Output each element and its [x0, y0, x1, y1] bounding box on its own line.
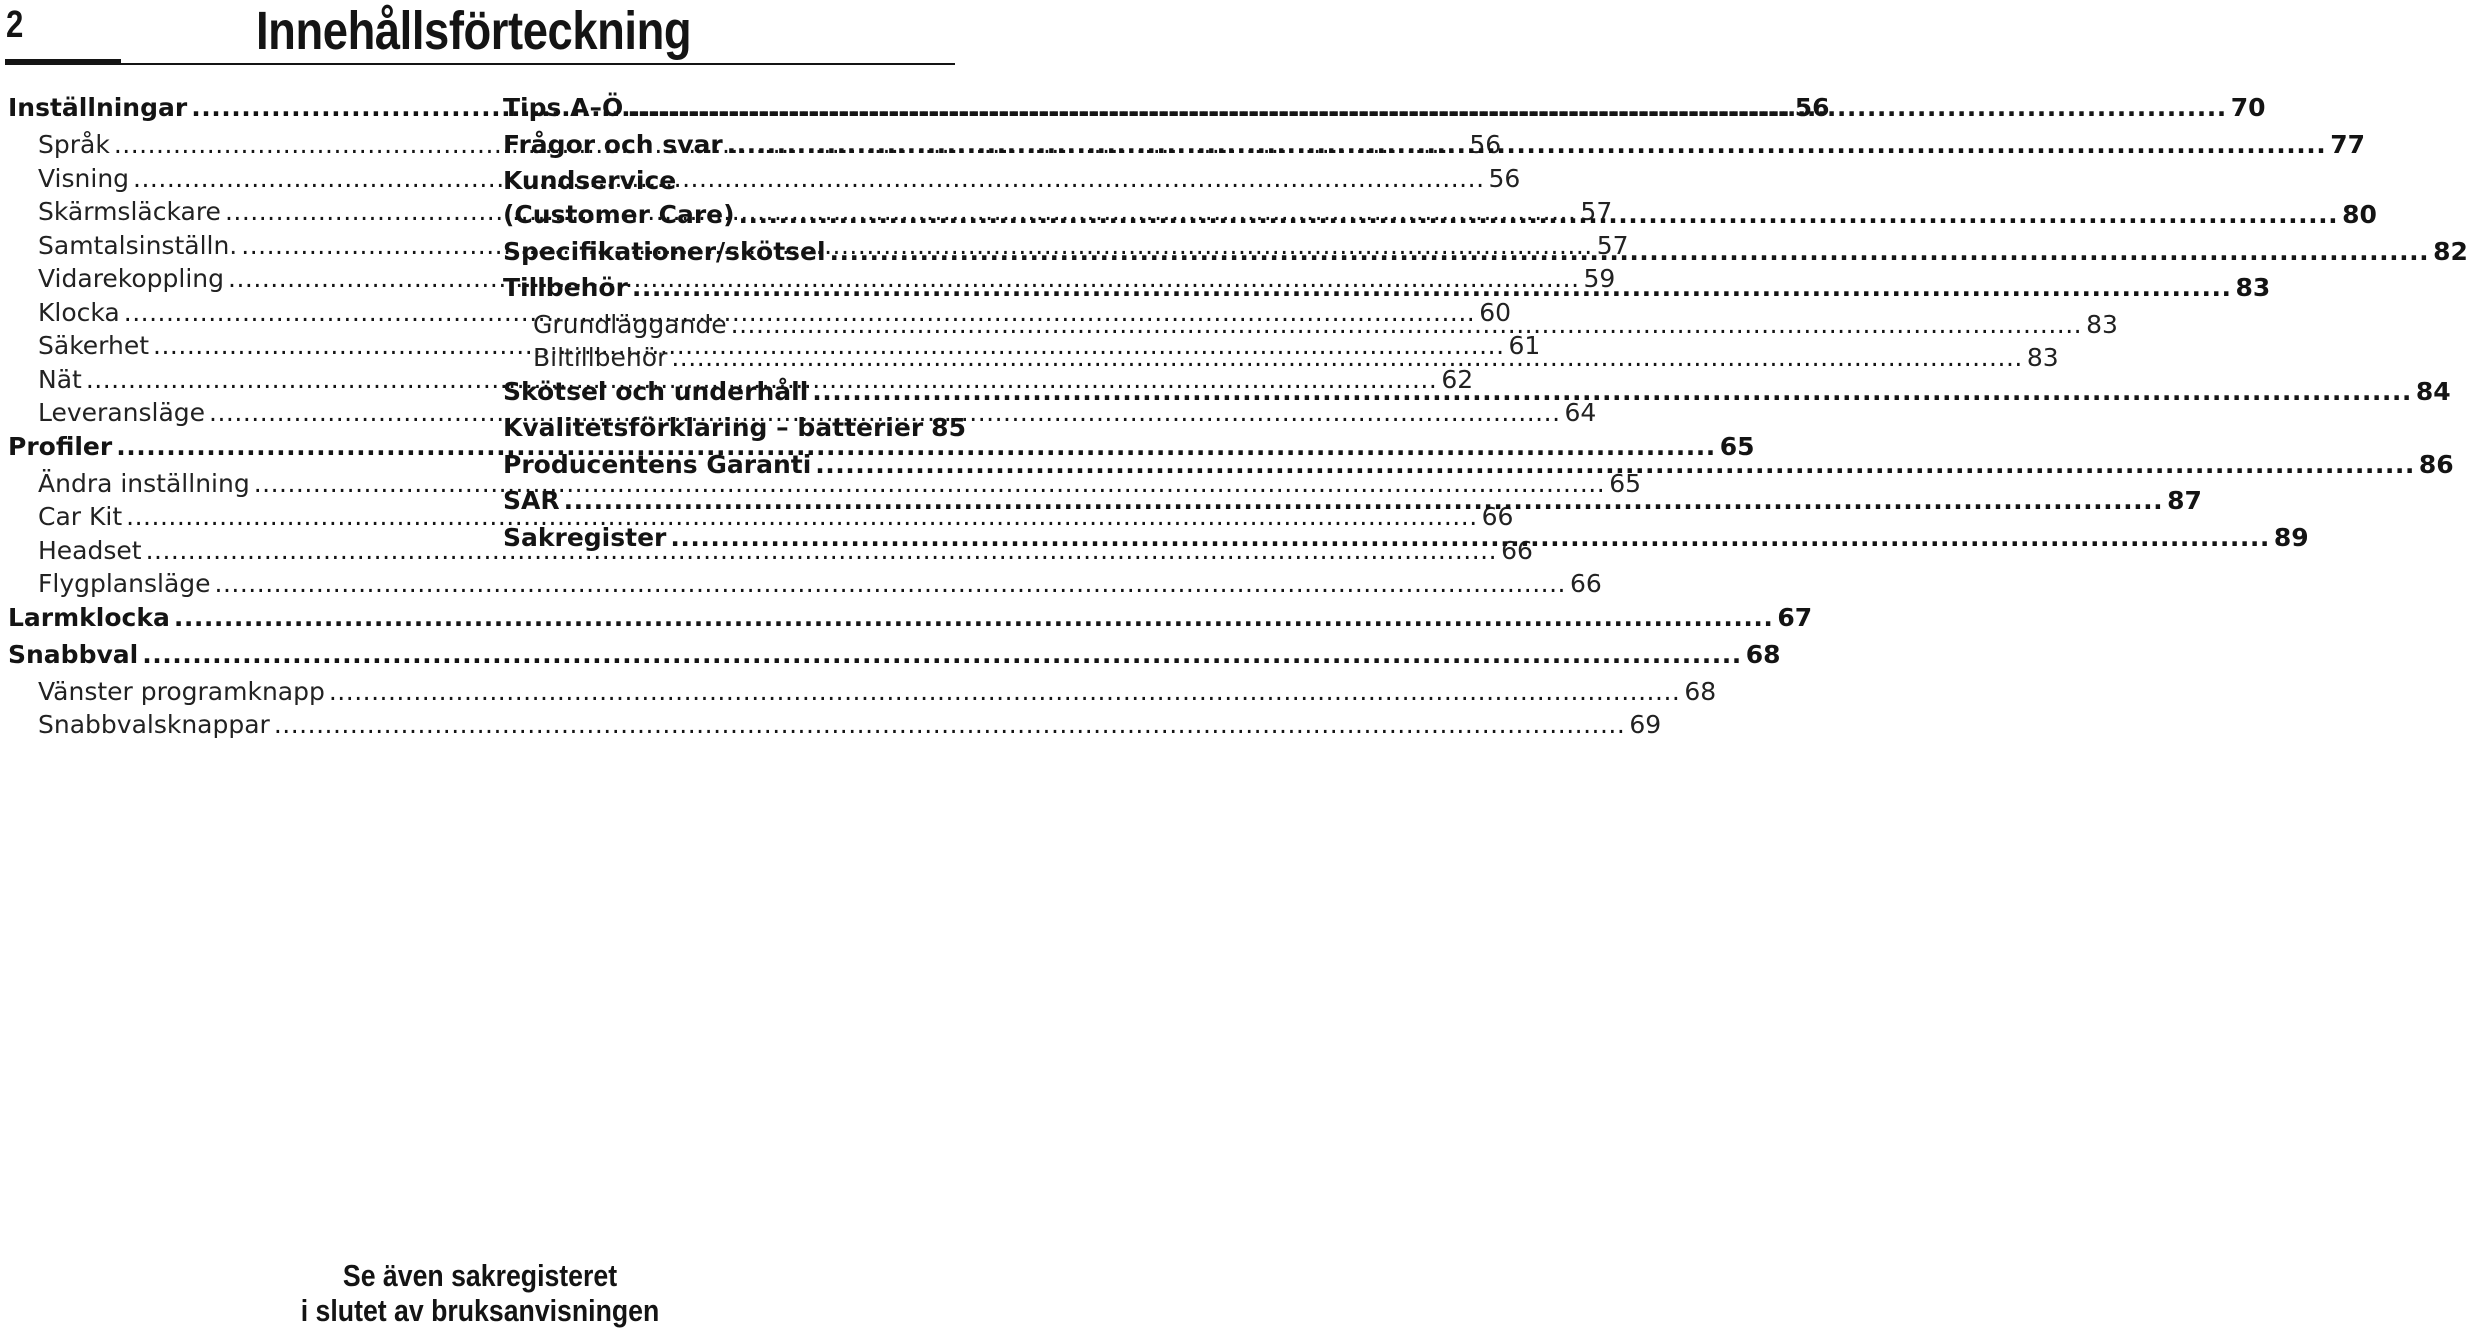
dot-leader — [564, 486, 2164, 515]
toc-entry-page: 83 — [2086, 309, 2118, 339]
toc-entry-label: Klocka — [38, 297, 120, 327]
toc-entry-page: 67 — [1777, 602, 1813, 632]
toc-entry[interactable] — [8, 639, 1781, 677]
toc-entry-label: Tillbehör — [503, 273, 628, 302]
toc-entry[interactable] — [8, 569, 1602, 603]
footer-line-2: i slutet av bruksanvisningen — [300, 1293, 660, 1328]
footer-note — [0, 1258, 960, 1328]
toc-entry-label: Sakregister — [503, 522, 667, 552]
toc-entry-label: Producentens Garanti — [503, 449, 812, 479]
toc-entry-label: Car Kit — [38, 502, 123, 531]
toc-entry-page: 80 — [2342, 200, 2377, 229]
toc-entry-page: 66 — [1501, 535, 1533, 565]
dot-leader — [815, 450, 2415, 479]
dot-leader — [739, 200, 2339, 229]
toc-entry-label: Flygplansläge — [38, 569, 211, 598]
toc-entry-label: Kvalitetsförklaring – batterier — [503, 413, 924, 442]
dot-leader — [142, 640, 1742, 669]
toc-entry-label: Tips A–Ö — [503, 93, 624, 122]
toc-entry-page: 82 — [2433, 236, 2468, 266]
toc-entry-label: Biltillbehör — [533, 343, 668, 372]
dot-leader — [727, 130, 2327, 159]
toc-entry-label: Språk — [38, 130, 110, 159]
dot-leader — [812, 377, 2412, 406]
dot-leader — [830, 237, 2430, 266]
toc-entry-page: 66 — [1481, 502, 1514, 531]
toc-entry-page: 56 — [1794, 93, 1830, 122]
toc-entry-label: Snabbval — [8, 639, 139, 669]
toc-entry[interactable] — [8, 602, 1813, 640]
toc-entry-label: Grundläggande — [533, 309, 727, 339]
dot-leader — [671, 343, 2022, 372]
toc-entry-label: Larmklocka — [8, 602, 170, 632]
toc-entry-page: 61 — [1508, 331, 1541, 360]
dot-leader — [627, 93, 2227, 122]
toc-entry-page: 65 — [1609, 468, 1641, 498]
toc-entry-label: Nät — [38, 364, 82, 394]
page-title: Innehållsförteckning — [256, 1, 692, 61]
toc-entry-page: 83 — [2235, 273, 2271, 302]
toc-entry-label: Visning — [38, 163, 130, 193]
toc-entry-label-continued: (Customer Care) — [503, 200, 735, 229]
header-rule — [5, 63, 955, 65]
toc-entry-label: Inställningar — [8, 93, 188, 122]
toc-entry-page: 85 — [931, 413, 966, 442]
toc-entry-page: 66 — [1570, 569, 1602, 598]
toc-entry-label: Skärmsläckare — [38, 197, 221, 226]
toc-entry-label: Leveransläge — [38, 398, 206, 427]
toc-entry-label: SAR — [503, 486, 560, 515]
toc-entry-label: Ändra inställning — [38, 468, 250, 498]
toc-entry-battery[interactable] — [503, 413, 966, 450]
toc-entry-page: 87 — [2167, 486, 2202, 515]
toc-entry-page: 65 — [1719, 431, 1755, 461]
toc-entry[interactable] — [8, 676, 1717, 711]
toc-entry-page: 84 — [2415, 376, 2451, 406]
toc-entry-label: Specifikationer/skötsel — [503, 236, 826, 266]
toc-entry-page: 64 — [1564, 398, 1597, 427]
toc-entry-label: Headset — [38, 535, 142, 565]
toc-entry-page: 57 — [1580, 197, 1613, 226]
dot-leader — [174, 603, 1774, 632]
dot-leader — [632, 273, 2232, 302]
dot-leader — [215, 569, 1566, 598]
toc-entry-page: 59 — [1583, 264, 1616, 293]
toc-entry-page: 60 — [1479, 297, 1512, 327]
toc-entry-page: 68 — [1684, 676, 1717, 706]
toc-entry-label: Frågor och svar — [503, 129, 723, 159]
toc-entry[interactable] — [8, 710, 1662, 744]
toc-entry-page: 77 — [2330, 129, 2365, 159]
toc-entry-page: 70 — [2230, 93, 2266, 122]
toc-entry-page: 68 — [1745, 639, 1781, 669]
toc-entry-page: 62 — [1441, 364, 1474, 394]
toc-entry-label: Vidarekoppling — [38, 264, 225, 293]
page-number: 2 — [6, 4, 24, 46]
dot-leader — [670, 523, 2270, 552]
toc-entry-label: Säkerhet — [38, 331, 150, 360]
toc-entry-page: 86 — [2418, 449, 2454, 479]
toc-entry[interactable] — [8, 502, 1514, 536]
toc-entry-label: Samtalsinställn. — [38, 230, 238, 260]
dot-leader — [731, 310, 2082, 339]
toc-entry-label: Snabbvalsknappar — [38, 710, 270, 739]
dot-leader — [274, 710, 1625, 739]
toc-entry-label: Kundservice — [503, 166, 677, 195]
toc-entry-label: Skötsel och underhåll — [503, 376, 809, 406]
toc-entry-page: 56 — [1488, 163, 1521, 193]
toc-entry-page: 83 — [2026, 343, 2059, 372]
toc-entry-page: 89 — [2273, 522, 2309, 552]
toc-entry-label: Profiler — [8, 431, 113, 461]
footer-line-1: Se även sakregisteret — [342, 1258, 618, 1293]
toc-entry-label: Vänster programknapp — [38, 676, 325, 706]
dot-leader — [329, 677, 1680, 706]
toc-entry-page: 56 — [1469, 130, 1502, 159]
toc-entry-page: 57 — [1596, 230, 1629, 260]
toc-entry-page: 69 — [1629, 710, 1662, 739]
